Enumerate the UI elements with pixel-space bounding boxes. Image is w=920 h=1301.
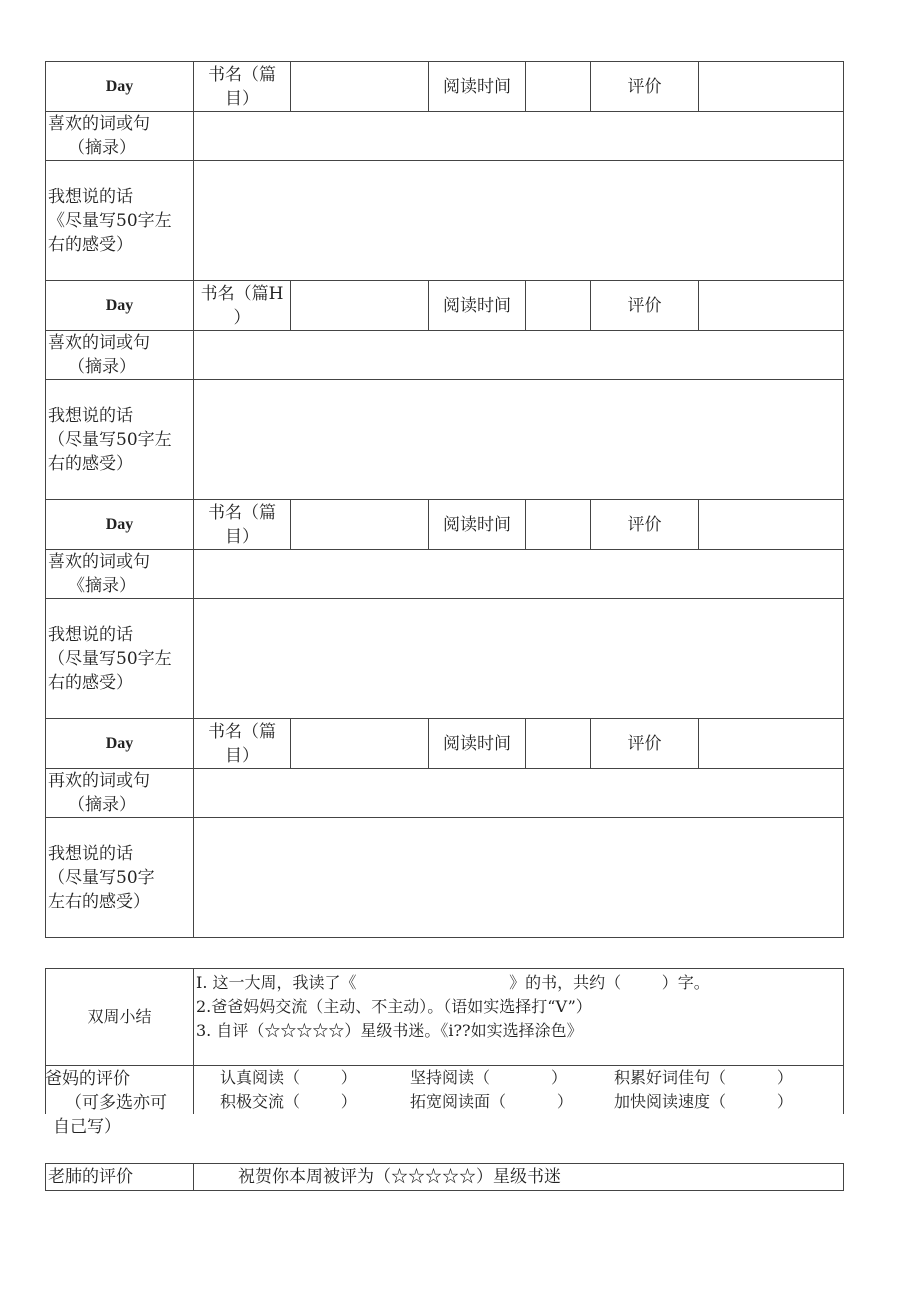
rating-field[interactable]: [699, 281, 844, 331]
favorite-words-label: 喜欢的词或句 《摘录）: [46, 550, 194, 599]
entry-likes-row: [46, 550, 844, 599]
summary-line-2: 2.爸爸妈妈交流（主动、不主动）。（语如实选择打“V”）: [196, 997, 592, 1016]
entry-likes-row: [46, 112, 844, 161]
parent-eval-options: [194, 1066, 844, 1115]
summary-label: 双周小结: [46, 969, 194, 1066]
parent-eval-option[interactable]: 拓宽阅读面（ ）: [410, 1092, 573, 1111]
book-title-field[interactable]: [291, 62, 429, 112]
entry-likes-row: [46, 769, 844, 818]
entry-thoughts-row: [46, 818, 844, 938]
rating-label: 评价: [591, 500, 699, 550]
reading-log-table: [45, 61, 844, 938]
reading-time-label: 阅读时间: [429, 500, 526, 550]
parent-eval-option[interactable]: 积极交流（ ）: [220, 1092, 357, 1111]
reading-time-field[interactable]: [526, 719, 591, 769]
summary-line-3: 3. 自评（☆☆☆☆☆）星级书迷。《i??如实选择涂色》: [196, 1021, 583, 1040]
entry-thoughts-row: [46, 380, 844, 500]
teacher-eval-row: [46, 1164, 844, 1191]
favorite-words-field[interactable]: [194, 550, 844, 599]
reading-time-label: 阅读时间: [429, 719, 526, 769]
favorite-words-field[interactable]: [194, 112, 844, 161]
parent-eval-option[interactable]: 加快阅读速度（ ）: [614, 1092, 793, 1111]
thoughts-label: 我想说的话 《尽量写50字左 右的感受）: [46, 161, 194, 281]
parent-eval-option[interactable]: 积累好词佳句（ ）: [614, 1068, 793, 1087]
thoughts-label: 我想说的话 （尽量写50字左 右的感受）: [46, 380, 194, 500]
favorite-words-field[interactable]: [194, 331, 844, 380]
rating-label: 评价: [591, 281, 699, 331]
book-title-field[interactable]: [291, 281, 429, 331]
day-label: Day: [46, 500, 194, 550]
teacher-eval-label: 老肺的评价: [46, 1164, 194, 1191]
thoughts-label: 我想说的话 （尽量写50字左 右的感受）: [46, 599, 194, 719]
favorite-words-label: 再欢的词或句 （摘录）: [46, 769, 194, 818]
summary-content[interactable]: [194, 969, 844, 1066]
entry-header-row: [46, 281, 844, 331]
reading-time-label: 阅读时间: [429, 62, 526, 112]
book-title-label: 书名（篇H ）: [194, 281, 291, 331]
entry-thoughts-row: [46, 599, 844, 719]
day-label: Day: [46, 281, 194, 331]
thoughts-label: 我想说的话 （尽量写50字 左右的感受）: [46, 818, 194, 938]
summary-row: [46, 969, 844, 1066]
summary-line-1: I. 这一大周，我读了《 》的书，共约（ ）字。: [196, 973, 710, 992]
thoughts-field[interactable]: [194, 599, 844, 719]
book-title-field[interactable]: [291, 500, 429, 550]
favorite-words-label: 喜欢的词或句 （摘录）: [46, 112, 194, 161]
reading-time-label: 阅读时间: [429, 281, 526, 331]
favorite-words-label: 喜欢的词或句 （摘录）: [46, 331, 194, 380]
book-title-label: 书名（篇 目）: [194, 719, 291, 769]
rating-field[interactable]: [699, 500, 844, 550]
entry-header-row: [46, 500, 844, 550]
parent-eval-option[interactable]: 坚持阅读（ ）: [410, 1068, 568, 1087]
entry-header-row: [46, 62, 844, 112]
thoughts-field[interactable]: [194, 380, 844, 500]
book-title-label: 书名（篇 目）: [194, 62, 291, 112]
parent-eval-label: 爸妈的评价 （可多选亦可 自己写）: [45, 1069, 167, 1137]
rating-label: 评价: [591, 62, 699, 112]
rating-field[interactable]: [699, 719, 844, 769]
entry-likes-row: [46, 331, 844, 380]
book-title-label: 书名（篇 目）: [194, 500, 291, 550]
reading-time-field[interactable]: [526, 62, 591, 112]
entry-header-row: [46, 719, 844, 769]
reading-time-field[interactable]: [526, 500, 591, 550]
reading-time-field[interactable]: [526, 281, 591, 331]
favorite-words-field[interactable]: [194, 769, 844, 818]
rating-field[interactable]: [699, 62, 844, 112]
day-label: Day: [46, 719, 194, 769]
thoughts-field[interactable]: [194, 818, 844, 938]
teacher-eval-text[interactable]: 祝贺你本周被评为（☆☆☆☆☆）星级书迷: [194, 1164, 844, 1191]
teacher-eval-table: [45, 1163, 844, 1191]
thoughts-field[interactable]: [194, 161, 844, 281]
day-label: Day: [46, 62, 194, 112]
parent-eval-option[interactable]: 认真阅读（ ）: [220, 1068, 357, 1087]
entry-thoughts-row: [46, 161, 844, 281]
book-title-field[interactable]: [291, 719, 429, 769]
rating-label: 评价: [591, 719, 699, 769]
